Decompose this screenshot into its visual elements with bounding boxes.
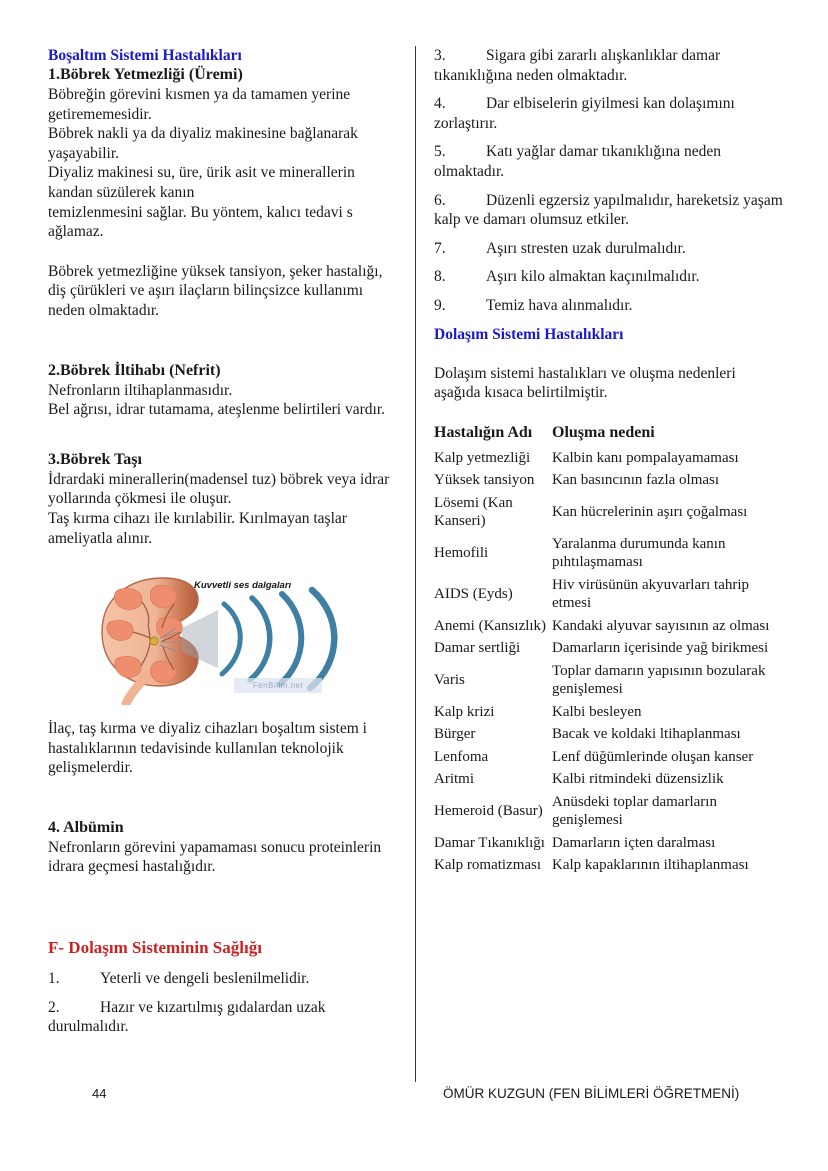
table-row: [434, 791, 791, 832]
kidney-stone-paragraph-1: İdrardaki minerallerin(madensel tuz) böbrek veya idrar yollarında çökmesi ile oluşur.: [48, 470, 390, 508]
list-item-number: 2.: [48, 998, 60, 1016]
spacer: [48, 778, 396, 818]
disease-reason: Kalp kapaklarının iltihaplanması: [552, 857, 749, 874]
kidney-stone: [150, 637, 158, 645]
spacer: [48, 917, 396, 937]
table-row: [434, 660, 791, 701]
heading-excretory-diseases: Boşaltım Sistemi Hastalıkları: [48, 47, 242, 64]
figure-label-sound-waves: Kuvvetli ses dalgaları: [194, 580, 292, 592]
disease-table: [434, 447, 791, 877]
disease-reason: Kalbin kanı pompalayamaması: [552, 449, 739, 466]
disease-name: Hemeroid (Basur): [434, 802, 543, 819]
list-item-text: Dar elbiselerin giyilmesi kan dolaşımını zorlaştırır.: [434, 95, 735, 132]
disease-reason: Kalbi ritmindeki düzensizlik: [552, 771, 724, 788]
disease-reason: Kalbi besleyen: [552, 703, 642, 720]
disease-reason: Lenf düğümlerinde oluşan kanser: [552, 748, 754, 765]
list-item-text: Aşırı kilo almaktan kaçınılmalıdır.: [486, 268, 700, 286]
spacer: [434, 403, 786, 423]
disease-reason: Damarların içerisinde yağ birikmesi: [552, 640, 769, 657]
list-item-text: Katı yağlar damar tıkanıklığına neden olmaktadır.: [434, 143, 721, 180]
disease-table-col2-header: Oluşma nedeni: [552, 423, 655, 441]
disease-reason: Kan basıncının fazla olması: [552, 472, 720, 489]
technology-paragraph: İlaç, taş kırma ve diyaliz cihazları boşaltım sistem i hastalıklarının tedavisinde kullanılan teknolojik gelişmelerdir.: [48, 720, 367, 777]
heading-circulatory-diseases: Dolaşım Sistemi Hastalıkları: [434, 325, 624, 343]
disease-name: Anemi (Kansızlık): [434, 617, 547, 634]
list-item-number: 4.: [434, 95, 446, 113]
list-item-number: 9.: [434, 296, 446, 314]
disease-reason: Kandaki alyuvar sayısının az olması: [552, 617, 770, 634]
disease-table-header: [434, 423, 786, 443]
spacer: [48, 242, 396, 262]
kidney-failure-paragraph-4: temizlenmesini sağlar. Bu yöntem, kalıcı tedavi s ağlamaz.: [48, 203, 353, 241]
figure-watermark: FenBilim.net: [234, 678, 322, 693]
table-row: [434, 637, 791, 660]
section-title-kidney-stone: 3.Böbrek Taşı: [48, 450, 142, 468]
albumin-paragraph: Nefronların görevini yapamaması sonucu proteinlerin idrara geçmesi hastalığıdır.: [48, 838, 382, 876]
disease-table-body: [434, 447, 791, 877]
list-item: [434, 267, 786, 287]
section-title-albumin: 4. Albümin: [48, 818, 124, 836]
spacer: [48, 877, 396, 917]
column-divider: [415, 46, 416, 1082]
table-row: [434, 832, 791, 855]
spacer: [48, 321, 396, 361]
kidney-failure-paragraph-3: Diyaliz makinesi su, üre, ürik asit ve minerallerin kandan süzülerek kanın: [48, 164, 355, 201]
table-row: [434, 854, 791, 877]
list-item: [434, 239, 786, 259]
list-item-number: 3.: [434, 47, 446, 64]
disease-reason: Damarların içten daralması: [552, 834, 716, 851]
disease-reason: Hiv virüsünün akyuvarları tahrip etmesi: [552, 576, 750, 612]
kidney-failure-paragraph-2: Böbrek nakli ya da diyaliz makinesine bağlanarak yaşayabilir.: [48, 125, 358, 162]
disease-name: Kalp krizi: [434, 703, 495, 720]
kidney-failure-causes-paragraph: Böbrek yetmezliğine yüksek tansiyon, şeker hastalığı, diş çürükleri ve aşırı ilaçların bilinçsizce kullanımı neden olmaktadır.: [48, 262, 383, 319]
list-item: [48, 998, 396, 1037]
table-row: [434, 533, 791, 574]
circulatory-health-list-left: [48, 969, 396, 1037]
disease-reason: Anüsdeki toplar damarların genişlemesi: [552, 793, 717, 829]
disease-reason: Toplar damarın yapısının bozularak genişlemesi: [552, 662, 766, 698]
page-number: 44: [92, 1086, 107, 1101]
list-item-text: Aşırı stresten uzak durulmalıdır.: [486, 239, 686, 257]
left-column: [48, 46, 396, 1046]
disease-reason: Kan hücrelerinin aşırı çoğalması: [552, 503, 748, 520]
list-item-number: 8.: [434, 268, 446, 286]
list-item: [48, 969, 396, 989]
list-item: [434, 94, 786, 133]
list-item-number: 7.: [434, 239, 446, 257]
kidney-stone-paragraph-2: Taş kırma cihazı ile kırılabilir. Kırılmayan taşlar ameliyatla alınır.: [48, 509, 347, 547]
sound-wave-arcs: [222, 590, 334, 688]
disease-reason: Yaralanma durumunda kanın pıhtılaşmaması: [552, 535, 726, 571]
table-row: [434, 492, 791, 533]
heading-circulatory-health: F- Dolaşım Sisteminin Sağlığı: [48, 938, 262, 958]
list-item-number: 6.: [434, 191, 446, 209]
list-item-text: Düzenli egzersiz yapılmalıdır, hareketsiz yaşam kalp ve damarı olumsuz etkiler.: [434, 191, 783, 229]
table-row: [434, 574, 791, 615]
kidney-lithotripsy-figure: [86, 570, 376, 705]
list-item-number: 5.: [434, 143, 446, 161]
disease-name: Damar sertliği: [434, 640, 521, 657]
spacer: [434, 344, 786, 364]
table-row: [434, 469, 791, 492]
kidney-failure-paragraph-1: Böbreğin görevini kısmen ya da tamamen yerine getirememesidir.: [48, 86, 351, 123]
disease-name: AIDS (Eyds): [434, 585, 513, 602]
disease-name: Damar Tıkanıklığı: [434, 834, 545, 851]
list-item: [434, 46, 786, 85]
circulatory-diseases-intro: Dolaşım sistemi hastalıkları ve oluşma nedenleri aşağıda kısaca belirtilmiştir.: [434, 364, 736, 402]
list-item: [434, 142, 786, 181]
table-row: [434, 746, 791, 769]
disease-name: Varis: [434, 671, 465, 688]
right-column: [434, 46, 786, 877]
table-row: [434, 768, 791, 791]
circulatory-health-list-right: [434, 46, 786, 316]
disease-name: Hemofili: [434, 544, 489, 561]
list-item: [434, 296, 786, 316]
list-item-text: Sigara gibi zararlı alışkanlıklar damar tıkanıklığına neden olmaktadır.: [434, 47, 721, 84]
table-row: [434, 447, 791, 470]
table-row: [434, 723, 791, 746]
list-item-text: Temiz hava alınmalıdır.: [486, 296, 633, 314]
disease-name: Kalp romatizması: [434, 857, 542, 874]
section-title-nephritis: 2.Böbrek İltihabı (Nefrit): [48, 361, 221, 379]
list-item-text: Yeterli ve dengeli beslenilmelidir.: [100, 970, 310, 988]
disease-name: Aritmi: [434, 771, 474, 788]
disease-name: Kalp yetmezliği: [434, 449, 531, 466]
disease-name: Lenfoma: [434, 748, 489, 765]
list-item-number: 1.: [48, 970, 60, 988]
disease-reason: Bacak ve koldaki ltihaplanması: [552, 726, 741, 743]
spacer: [48, 420, 396, 450]
list-item-text: Hazır ve kızartılmış gıdalardan uzak durulmalıdır.: [48, 998, 326, 1036]
disease-name: Yüksek tansiyon: [434, 472, 535, 489]
section-title-kidney-failure: 1.Böbrek Yetmezliği (Üremi): [48, 66, 243, 83]
nephritis-paragraph-1: Nefronların iltihaplanmasıdır.: [48, 381, 233, 399]
table-row: [434, 701, 791, 724]
nephritis-paragraph-2: Bel ağrısı, idrar tutamama, ateşlenme belirtileri vardır.: [48, 401, 386, 419]
disease-table-col1-header: Hastalığın Adı: [434, 423, 533, 441]
disease-name: Lösemi (Kan Kanseri): [434, 494, 513, 530]
footer-credit: ÖMÜR KUZGUN (FEN BİLİMLERİ ÖĞRETMENİ): [443, 1086, 740, 1101]
spacer: [48, 959, 396, 969]
disease-name: Bürger: [434, 726, 476, 743]
list-item: [434, 191, 786, 230]
table-row: [434, 615, 791, 638]
